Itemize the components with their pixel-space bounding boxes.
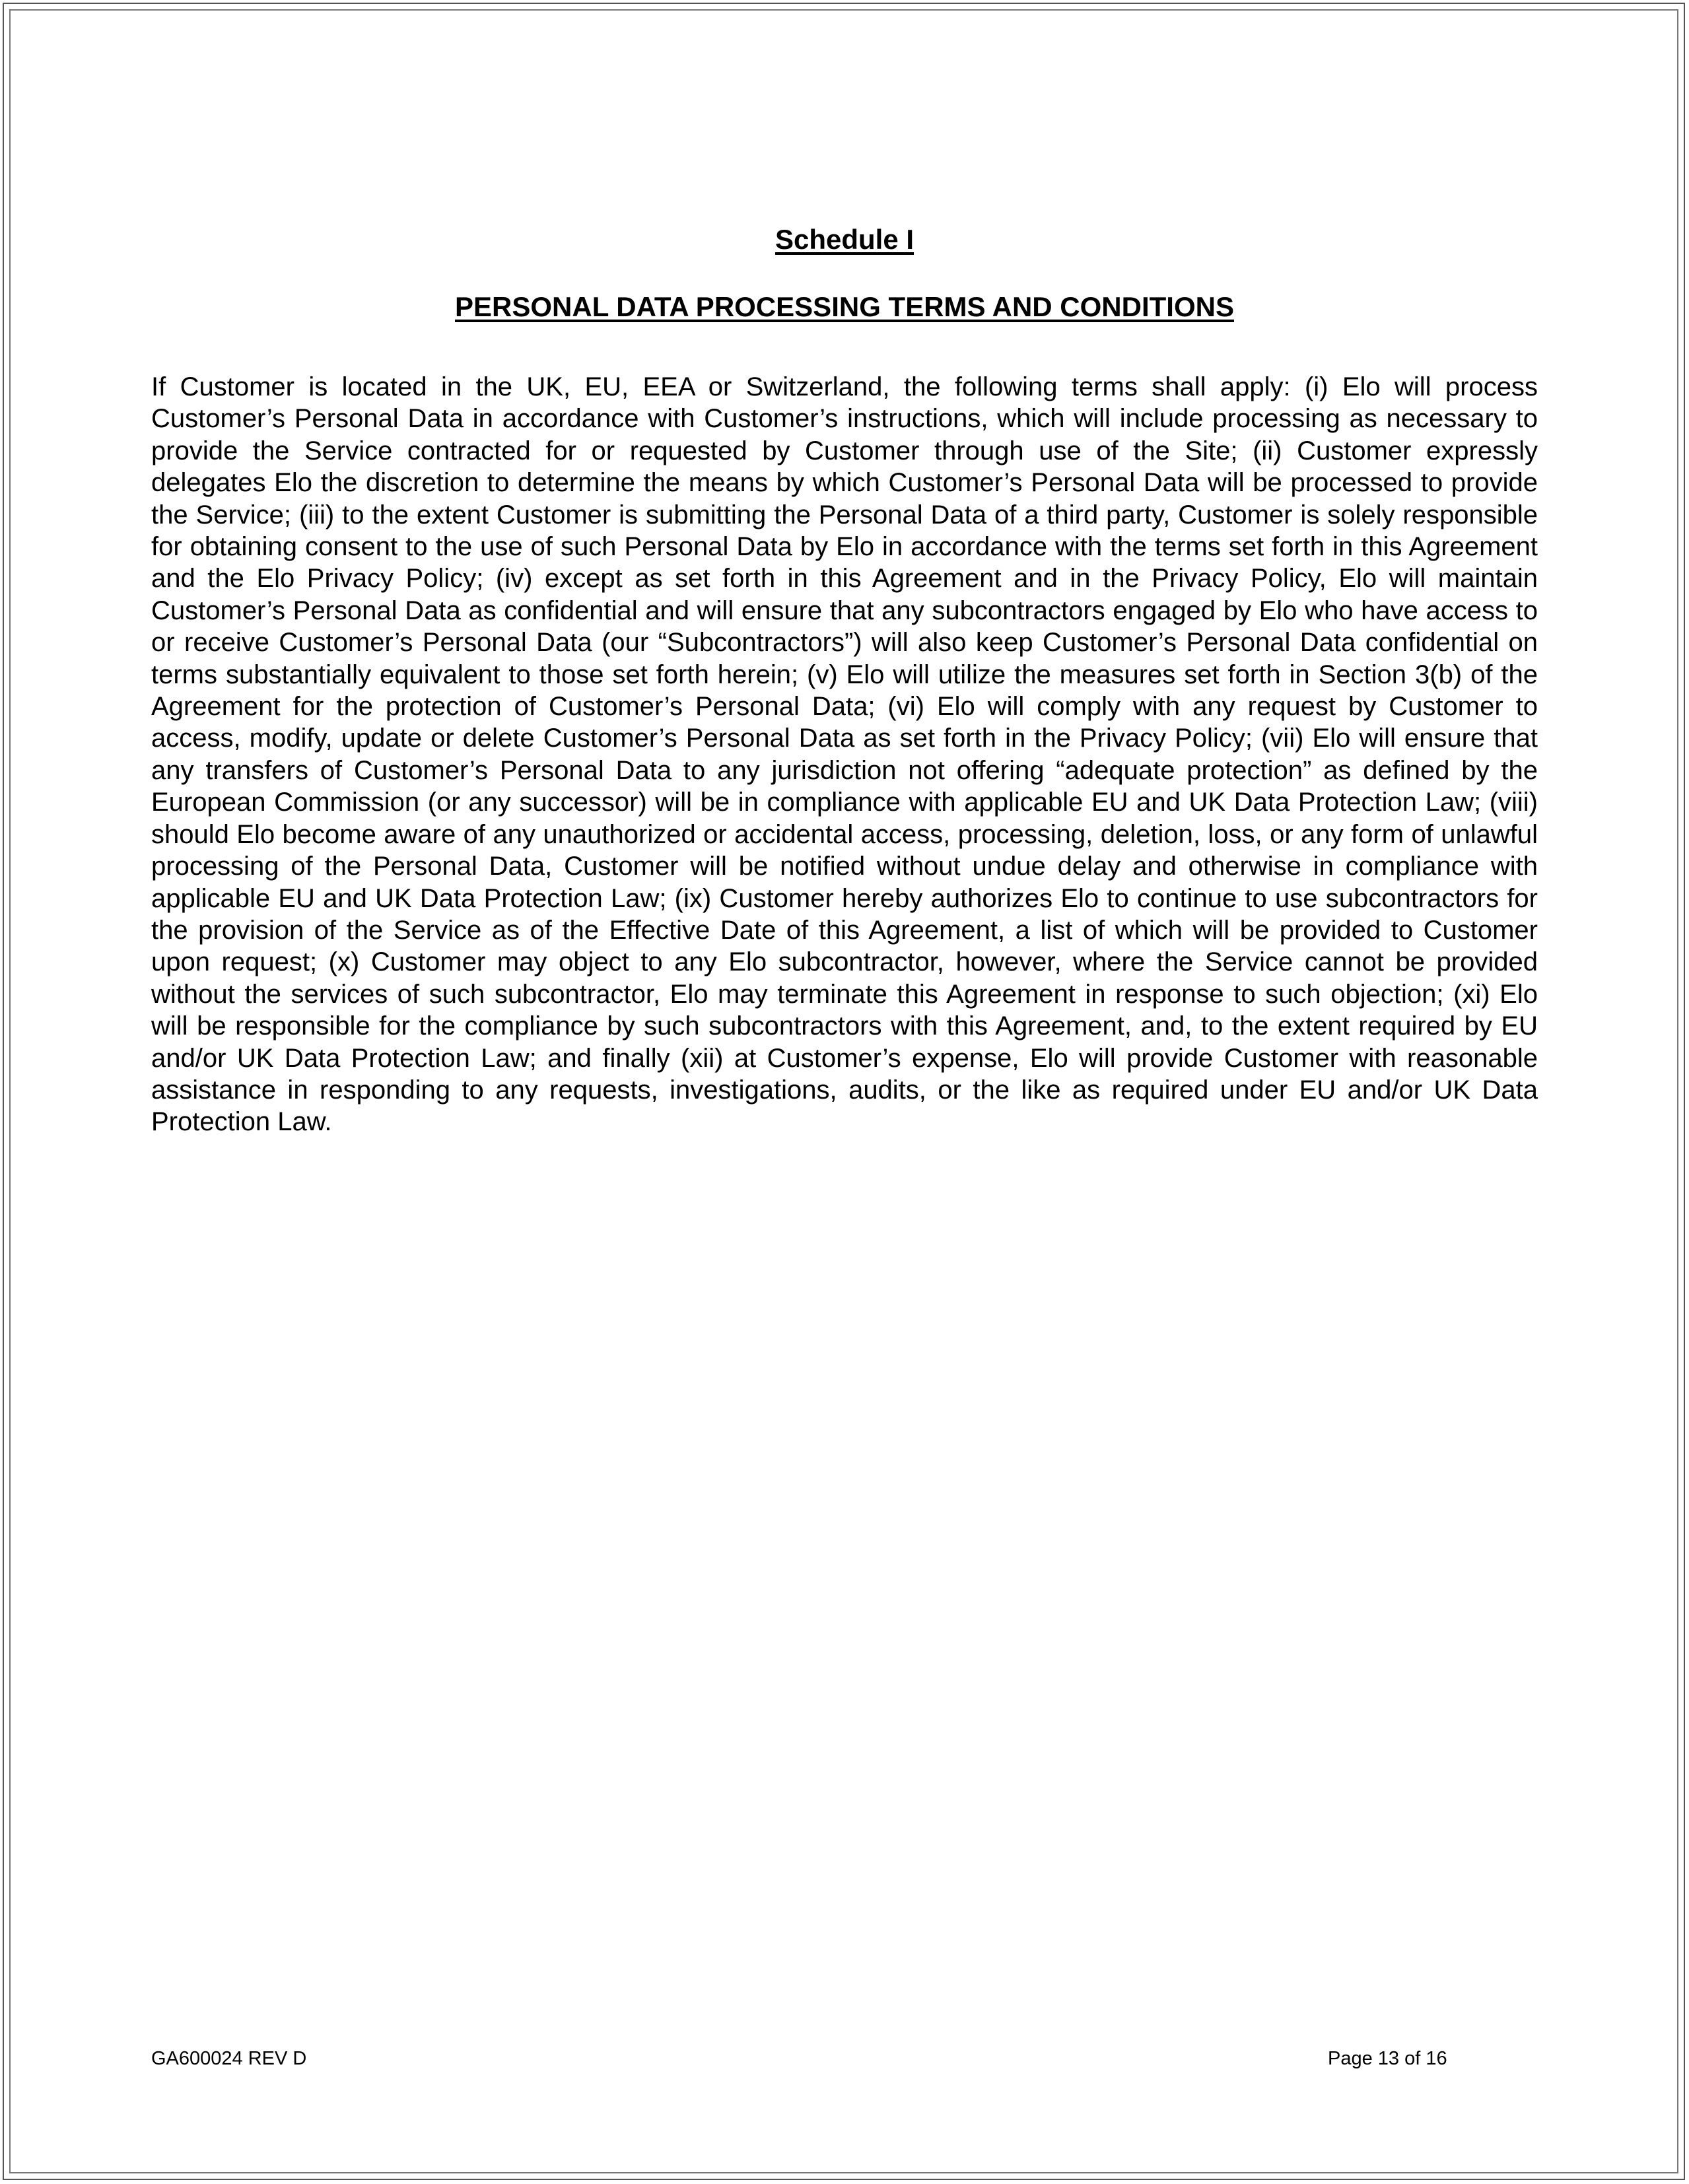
body-paragraph: If Customer is located in the UK, EU, EEA or Switzerland, the following terms shall apply: (i) Elo will process Customer’s Personal Data in accordance with Customer’s instructions, which will include processing as necessary to provide the Service contracted for or requested by Customer through use of the Site; (ii) Customer expressly delegates Elo the discretion to determine the means by which Customer’s Personal Data will be processed to provide the Service; (iii) to the extent Customer is submitting the Personal Data of a third party, Customer is solely responsible for obtaining consent to the use of such Personal Data by Elo in accordance with the terms set forth in this Agreement and the Elo Privacy Policy; (iv) except as set forth in this Agreement and in the Privacy Policy, Elo will maintain Customer’s Personal Data as confidential and will ensure that any subcontractors engaged by Elo who have access to or receive Customer’s Personal Data (our “Subcontractors”) will also keep Customer’s Personal Data confidential on terms substantially equivalent to those set forth herein; (v) Elo will utilize the measures set forth in Section 3(b) of the Agreement for the protection of Customer’s Personal Data; (vi) Elo will comply with any request by Customer to access, modify, update or delete Customer’s Personal Data as set forth in the Privacy Policy; (vii) Elo will ensure that any transfers of Customer’s Personal Data to any jurisdiction not offering “adequate protection” as defined by the European Commission (or any successor) will be in compliance with applicable EU and UK Data Protection Law; (viii) should Elo become aware of any unauthorized or accidental access, processing, deletion, loss, or any form of unlawful processing of the Personal Data, Customer will be notified without undue delay and otherwise in compliance with applicable EU and UK Data Protection Law; (ix) Customer hereby authorizes Elo to continue to use subcontractors for the provision of the Service as of the Effective Date of this Agreement, a list of which will be provided to Customer upon request; (x) Customer may object to any Elo subcontractor, however, where the Service cannot be provided without the services of such subcontractor, Elo may terminate this Agreement in response to such objection; (xi) Elo will be responsible for the compliance by such subcontractors with this Agreement, and, to the extent required by EU and/or UK Data Protection Law; and finally (xii) at Customer’s expense, Elo will provide Customer with reasonable assistance in responding to any requests, investigations, audits, or the like as required under EU and/or UK Data Protection Law. [151,372,1538,1137]
footer-page-number: Page 13 of 16 [1328,2048,1447,2069]
footer-document-id: GA600024 REV D [151,2048,307,2069]
section-title: PERSONAL DATA PROCESSING TERMS AND CONDITIONS [455,291,1234,322]
schedule-title: Schedule I [775,224,914,255]
